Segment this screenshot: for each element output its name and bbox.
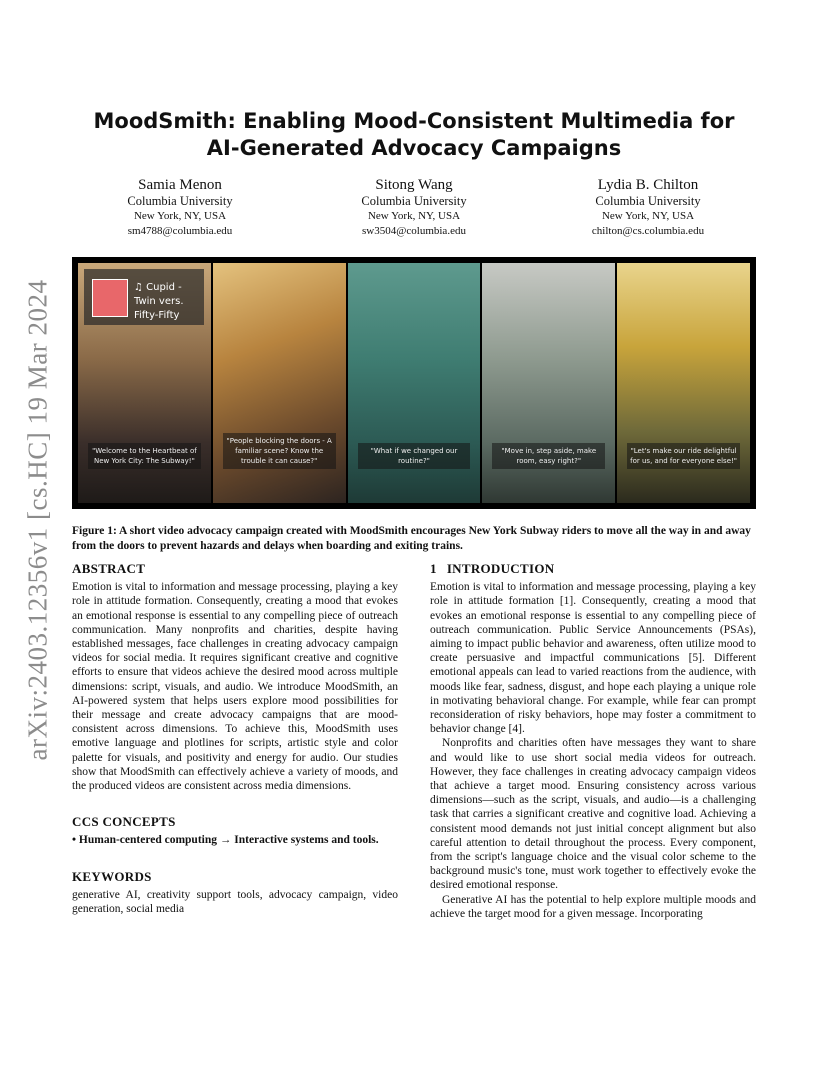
album-art-thumbnail [92, 279, 128, 317]
keywords-heading: KEYWORDS [72, 868, 152, 884]
intro-paragraph-2: Nonprofits and charities often have messages they want to share and would like to use short social media videos for outreach. However, they face challenges in creating advocacy campaign videos that achieve a target mood. Ensuring consistency across various dimensions—such as the script, visuals, and audio—is a challenging task that carries a significant creative and cognitive load. Achieving a consistent mood demands not just initial concept alignment but also careful attention to detail throughout the process. Every component, from the script's language choice and the visual color scheme to the background music's tone, must work together to effectively evoke the desired emotional response. [430, 737, 756, 892]
song-title: ♫ Cupid - Twin vers. [134, 282, 184, 307]
author-1 [80, 176, 280, 239]
left-column [72, 562, 398, 916]
video-frame-1 [78, 263, 211, 503]
frame-caption: "Welcome to the Heartbeat of New York City: The Subway!" [88, 443, 201, 469]
author-affiliation: Columbia University [595, 194, 701, 208]
abstract-text: Emotion is vital to information and message processing, playing a key role in attitude formation. Consequently, creating a mood that evokes an emotional response is essential to any compelling piece of outreach communication. Many nonprofits and charities, despite having established messages, face challenges in creating advocacy campaign videos for social media. It requires significant creative and cognitive efforts to ensure that videos achieve the desired mood across multiple dimensions: script, visuals, and audio. We introduce MoodSmith, an AI-powered system that helps users explore mood possibilities for their message and create advocacy campaigns that are mood-consistent across dimensions. To achieve this, MoodSmith uses emotive language and plotlines for scripts, artistic style and color palette for visuals, and positivity and energy for audio. Our studies show that MoodSmith can effectively achieve a variety of moods, and the produced videos are consistent across media dimensions. [72, 581, 398, 793]
author-affiliation: Columbia University [127, 194, 233, 208]
arxiv-side-stamp [18, 280, 58, 760]
author-location: New York, NY, USA [133, 210, 227, 222]
author-2 [314, 176, 514, 239]
author-email[interactable]: sw3504@columbia.edu [362, 225, 466, 237]
section-number: 1 [430, 561, 437, 576]
introduction-heading [430, 562, 756, 576]
author-list [80, 176, 748, 239]
frame-caption: "Let's make our ride delightful for us, and for everyone else!" [627, 443, 740, 469]
music-overlay [84, 269, 204, 325]
author-name: Samia Menon [138, 177, 222, 193]
author-name: Sitong Wang [375, 177, 453, 193]
title-line-2: AI-Generated Advocacy Campaigns [206, 136, 622, 160]
abstract-heading: ABSTRACT [72, 561, 146, 576]
section-title: INTRODUCTION [446, 561, 555, 576]
author-location: New York, NY, USA [367, 210, 461, 222]
right-column [430, 562, 756, 921]
title-line-1: MoodSmith: Enabling Mood-Consistent Multimedia for [93, 109, 735, 133]
arxiv-identifier: arXiv:2403.12356v1 [cs.HC] 19 Mar 2024 [22, 279, 53, 761]
author-affiliation: Columbia University [361, 194, 467, 208]
author-email[interactable]: chilton@cs.columbia.edu [591, 225, 705, 237]
intro-paragraph-1: Emotion is vital to information and message processing, playing a key role in attitude formation [1]. Consequently, creating a mood that evokes an emotional response is essential to any compelling piece of outreach communication. Public Service Announcements (PSAs), aiming to impact public behavior and awareness, often utilize mood to create persuasive and impactful communications [5]. Different emotional appeals can lead to varied reactions from the audience, with moods like fear, sadness, disgust, and hope each playing a unique role in motivating behavioral change. For example, while fear can prompt reconsideration of risky behaviors, hope may foster a commitment to behavior change [4]. [430, 581, 756, 736]
video-frame-3 [348, 263, 481, 503]
author-3 [548, 176, 748, 239]
frame-caption: "People blocking the doors - A familiar scene? Know the trouble it can cause?" [223, 433, 336, 469]
video-frame-5 [617, 263, 750, 503]
frame-caption: "What if we changed our routine?" [358, 443, 471, 469]
intro-paragraph-3: Generative AI has the potential to help explore multiple moods and achieve the target mood for a given message. Incorporating [430, 893, 756, 920]
paper-title [80, 108, 748, 162]
teaser-figure [72, 257, 756, 509]
keywords-text: generative AI, creativity support tools, advocacy campaign, video generation, social media [72, 888, 398, 916]
author-location: New York, NY, USA [601, 210, 695, 222]
ccs-text: • Human-centered computing → Interactive systems and tools. [72, 834, 379, 847]
video-frame-2 [213, 263, 346, 503]
ccs-heading: CCS CONCEPTS [72, 814, 176, 830]
author-name: Lydia B. Chilton [597, 177, 699, 193]
author-email[interactable]: sm4788@columbia.edu [127, 225, 233, 237]
figure-caption: Figure 1: A short video advocacy campaign created with MoodSmith encourages New York Subway riders to move all the way in and away from the doors to prevent hazards and delays when boarding and exiting trains. [72, 525, 751, 552]
song-artist: Fifty-Fifty [134, 310, 180, 321]
frame-caption: "Move in, step aside, make room, easy right?" [492, 443, 605, 469]
video-frame-4 [482, 263, 615, 503]
